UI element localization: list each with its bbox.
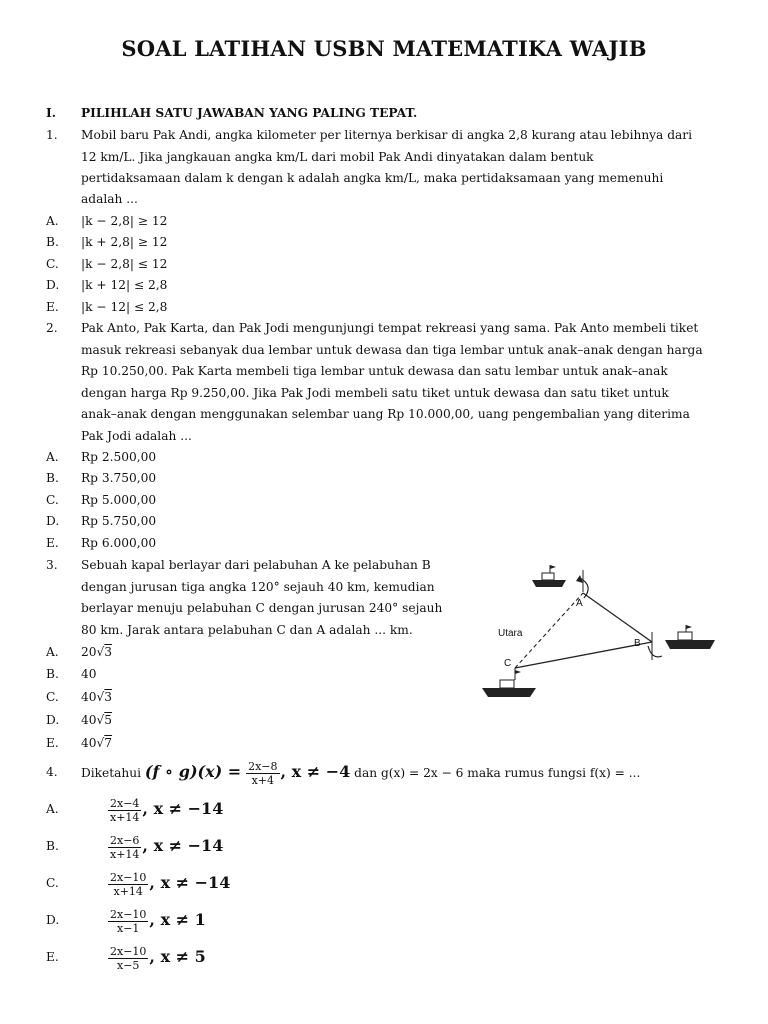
ship-b-icon xyxy=(665,625,715,649)
option-letter: D. xyxy=(46,913,60,927)
composite-function: (f ∘ g)(x) = xyxy=(144,762,242,781)
option-coef: 40 xyxy=(81,713,97,727)
option-text: |k − 12| ≤ 2,8 xyxy=(81,300,168,314)
domain-condition: , x ≠ −14 xyxy=(142,836,224,855)
domain-condition: , x ≠ −14 xyxy=(142,799,224,818)
domain-condition: , x ≠ 5 xyxy=(149,947,206,966)
option-letter: C. xyxy=(46,690,59,704)
fraction-numerator: 2x−6 xyxy=(110,834,140,847)
option-coef: 40 xyxy=(81,690,97,704)
option-letter: E. xyxy=(46,950,59,964)
option-text: Rp 6.000,00 xyxy=(81,536,157,550)
question-text: Sebuah kapal berlayar dari pelabuhan A ke pelabuhan B xyxy=(81,558,431,572)
question-text: dengan jurusan tiga angka 120° sejauh 40 km, kemudian xyxy=(81,580,435,594)
point-a-label: A xyxy=(576,598,583,609)
question-text: Rp 10.250,00. Pak Karta membeli tiga lembar untuk dewasa dan satu lembar untuk anak–anak xyxy=(81,364,668,378)
ship-c-icon xyxy=(482,668,536,697)
fraction-numerator: 2x−4 xyxy=(110,797,140,810)
option-letter: A. xyxy=(46,802,59,816)
option-letter: B. xyxy=(46,667,59,681)
option-radicand: 7 xyxy=(104,736,113,750)
question-number: 1. xyxy=(46,128,58,142)
fraction-denominator: x+4 xyxy=(251,774,275,787)
north-label: Utara xyxy=(498,628,523,639)
question-text: dengan harga Rp 9.250,00. Jika Pak Jodi membeli satu tiket untuk dewasa dan satu tiket untuk xyxy=(81,386,669,400)
option-letter: E. xyxy=(46,300,59,314)
fraction-denominator: x+14 xyxy=(110,811,140,824)
question-text: pertidaksamaan dalam k dengan k adalah angka km/L, maka pertidaksamaan yang memenuhi xyxy=(81,171,664,185)
option-letter: E. xyxy=(46,736,59,750)
question-prefix: Diketahui xyxy=(81,766,142,780)
option-letter: B. xyxy=(46,471,59,485)
option-letter: E. xyxy=(46,536,59,550)
fraction-numerator: 2x−10 xyxy=(110,871,147,884)
option-radicand: 3 xyxy=(104,645,113,659)
question-number: 2. xyxy=(46,321,58,335)
question-suffix: dan g(x) = 2x − 6 maka rumus fungsi f(x) = ... xyxy=(354,766,641,780)
option-text: Rp 5.000,00 xyxy=(81,493,157,507)
ship-a-icon xyxy=(532,565,566,587)
option-letter: C. xyxy=(46,876,59,890)
route-ab xyxy=(583,593,652,642)
domain-condition: , x ≠ −4 xyxy=(280,762,351,781)
point-b-label: B xyxy=(634,638,641,649)
option-coef: 20 xyxy=(81,645,97,659)
option-letter: B. xyxy=(46,839,59,853)
question-text: anak–anak dengan menggunakan selembar uang Rp 10.000,00, uang pengembalian yang diterima xyxy=(81,407,690,421)
question-text: 12 km/L. Jika jangkauan angka km/L dari mobil Pak Andi dinyatakan dalam bentuk xyxy=(81,150,594,164)
option-letter: A. xyxy=(46,214,59,228)
option-text: |k − 2,8| ≥ 12 xyxy=(81,214,168,228)
question-text: berlayar menuju pelabuhan C dengan jurusan 240° sejauh xyxy=(81,601,443,615)
option-text: Rp 3.750,00 xyxy=(81,471,157,485)
section-number: I. xyxy=(46,106,56,120)
option-radicand: 5 xyxy=(104,713,113,727)
option-letter: C. xyxy=(46,257,59,271)
fraction-denominator: x+14 xyxy=(110,848,140,861)
domain-condition: , x ≠ −14 xyxy=(149,873,231,892)
question-text: Pak Anto, Pak Karta, dan Pak Jodi mengunjungi tempat rekreasi yang sama. Pak Anto membeli tiket xyxy=(81,321,699,335)
option-coef: 40 xyxy=(81,736,97,750)
ship-route-diagram xyxy=(470,560,715,710)
domain-condition: , x ≠ 1 xyxy=(149,910,206,929)
section-label: PILIHLAH SATU JAWABAN YANG PALING TEPAT. xyxy=(81,106,418,120)
option-letter: A. xyxy=(46,450,59,464)
option-text: |k − 2,8| ≤ 12 xyxy=(81,257,168,271)
option-letter: D. xyxy=(46,713,60,727)
fraction-denominator: x−5 xyxy=(117,959,140,972)
option-letter: A. xyxy=(46,645,59,659)
option-letter: D. xyxy=(46,514,60,528)
page-title: SOAL LATIHAN USBN MATEMATIKA WAJIB xyxy=(121,36,647,61)
option-letter: C. xyxy=(46,493,59,507)
question-text: Pak Jodi adalah ... xyxy=(81,429,192,443)
fraction-denominator: x−1 xyxy=(117,922,140,935)
question-text: masuk rekreasi sebanyak dua lembar untuk dewasa dan tiga lembar untuk anak–anak dengan harga xyxy=(81,343,703,357)
point-c-label: C xyxy=(504,658,512,669)
option-text: |k + 12| ≤ 2,8 xyxy=(81,278,168,292)
option-letter: B. xyxy=(46,235,59,249)
fraction-numerator: 2x−10 xyxy=(110,908,147,921)
option-letter: D. xyxy=(46,278,60,292)
question-number: 4. xyxy=(46,765,58,779)
question-text: 80 km. Jarak antara pelabuhan C dan A adalah ... km. xyxy=(81,623,413,637)
question-number: 3. xyxy=(46,558,58,572)
question-text: Mobil baru Pak Andi, angka kilometer per liternya berkisar di angka 2,8 kurang atau lebihnya dari xyxy=(81,128,692,142)
fraction-denominator: x+14 xyxy=(113,885,143,898)
fraction-numerator: 2x−8 xyxy=(248,760,278,773)
fraction-numerator: 2x−10 xyxy=(110,945,147,958)
option-coef: 40 xyxy=(81,667,97,681)
option-radicand: 3 xyxy=(104,690,113,704)
question-text: adalah ... xyxy=(81,192,138,206)
option-text: Rp 5.750,00 xyxy=(81,514,157,528)
option-text: |k + 2,8| ≥ 12 xyxy=(81,235,168,249)
option-text: Rp 2.500,00 xyxy=(81,450,157,464)
